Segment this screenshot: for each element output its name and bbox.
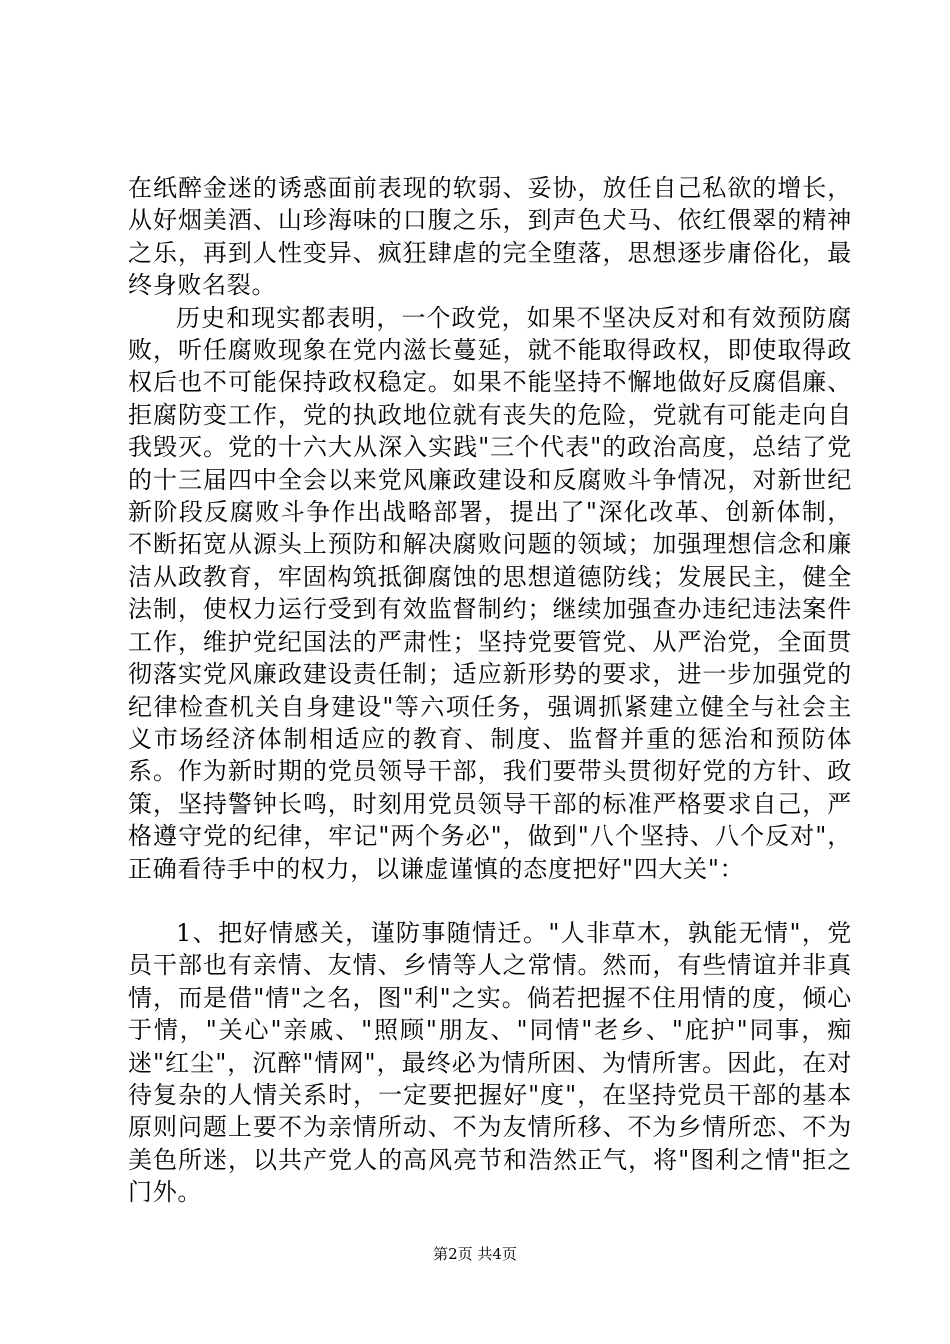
document-body	[128, 172, 852, 1209]
paragraph-emotion-gate: 1、把好情感关，谨防事随情迁。"人非草木，孰能无情"，党员干部也有亲情、友情、乡情等人之常情。然而，有些情谊并非真情，而是借"情"之名，图"利"之实。倘若把握不住用情的度，倾心于情，"关心"亲戚、"照顾"朋友、"同情"老乡、"庇护"同事，痴迷"红尘"，沉醉"情网"，最终必为情所困、为情所害。因此，在对待复杂的人情关系时，一定要把握好"度"，在坚持党员干部的基本原则问题上要不为亲情所动、不为友情所移、不为乡情所恋、不为美色所迷，以共产党人的高风亮节和浩然正气，将"图利之情"拒之门外。	[128, 918, 852, 1207]
paragraph-history-reality: 历史和现实都表明，一个政党，如果不坚决反对和有效预防腐败，听任腐败现象在党内滋长蔓延，就不能取得政权，即使取得政权后也不可能保持政权稳定。如果不能坚持不懈地做好反腐倡廉、拒腐防变工作，党的执政地位就有丧失的危险，党就有可能走向自我毁灭。党的十六大从深入实践"三个代表"的政治高度，总结了党的十三届四中全会以来党风廉政建设和反腐败斗争情况，对新世纪新阶段反腐败斗争作出战略部署，提出了"深化改革、创新体制，不断拓宽从源头上预防和解决腐败问题的领域；加强理想信念和廉洁从政教育，牢固构筑抵御腐蚀的思想道德防线；发展民主，健全法制，使权力运行受到有效监督制约；继续加强查办违纪违法案件工作，维护党纪国法的严肃性；坚持党要管党、从严治党，全面贯彻落实党风廉政建设责任制；适应新形势的要求，进一步加强党的纪律检查机关自身建设"等六项任务，强调抓紧建立健全与社会主义市场经济体制相适应的教育、制度、监督并重的惩治和预防体系。作为新时期的党员领导干部，我们要带头贯彻好党的方针、政策，坚持警钟长鸣，时刻用党员领导干部的标准严格要求自己，严格遵守党的纪律，牢记"两个务必"，做到"八个坚持、八个反对"，正确看待手中的权力，以谦虚谨慎的态度把好"四大关"：	[128, 303, 852, 883]
page-number-footer: 第2页 共4页	[433, 1245, 517, 1263]
paragraph-continuation: 在纸醉金迷的诱惑面前表现的软弱、妥协，放任自己私欲的增长，从好烟美酒、山珍海味的口腹之乐，到声色犬马、依红偎翠的精神之乐，再到人性变异、疯狂肆虐的完全堕落，思想逐步庸俗化，最终身败名裂。	[128, 174, 852, 300]
paragraph-spacer	[128, 885, 852, 917]
